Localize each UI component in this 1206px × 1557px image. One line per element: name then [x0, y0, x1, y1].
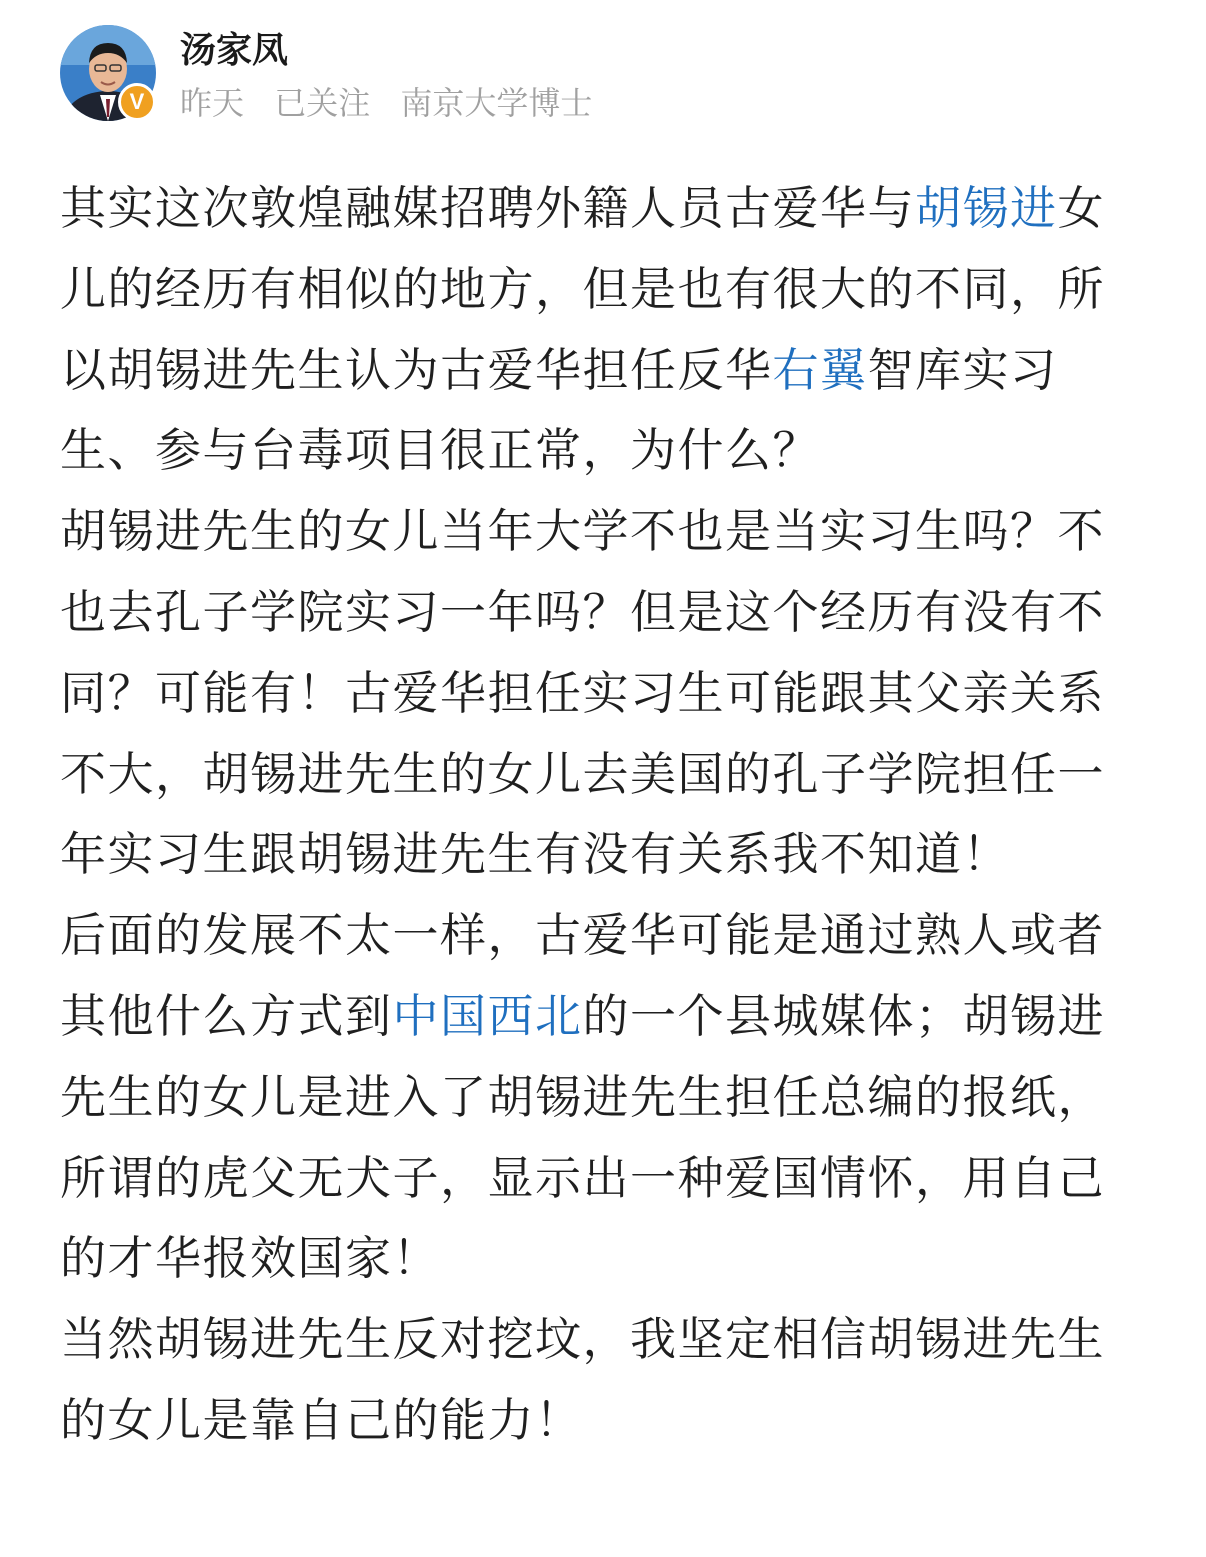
post-meta: [180, 81, 612, 125]
author-name[interactable]: 汤家凤: [180, 30, 289, 71]
topic-link-hu-xijin[interactable]: 胡锡进: [915, 181, 1058, 235]
post-header: [60, 25, 1160, 125]
topic-link-northwest-china[interactable]: 中国西北: [392, 988, 583, 1043]
post-text: 其实这次敦煌融媒招聘外籍人员古爱华与: [60, 181, 915, 235]
post-text: 后面的发展不太一样，古爱华可能是通过熟人或者其他什么方式到: [60, 908, 1105, 1043]
post-text: 的一个县城媒体；胡锡进先生的女儿是进入了胡锡进先生担任总编的报纸，所谓的虎父无犬子，显示出一种爱国情怀，用自己的才华报效国家！: [60, 988, 1105, 1286]
post-text: 女儿的经历有相似的地方，但是也有很大的不同，所以胡锡进先生认为古爱华担任反华: [60, 181, 1105, 397]
post-paragraph-4: 当然胡锡进先生反对挖坟，我坚定相信胡锡进先生的女儿是靠自己的能力！: [60, 1312, 1105, 1447]
author-title: 南京大学博士: [400, 84, 593, 122]
post-paragraph-1: [60, 168, 1150, 491]
follow-status[interactable]: 已关注: [274, 84, 371, 122]
post-body: [60, 168, 1150, 1461]
post-paragraph-2: 胡锡进先生的女儿当年大学不也是当实习生吗？不也去孔子学院实习一年吗？但是这个经历有没有不同？可能有！古爱华担任实习生可能跟其父亲关系不大，胡锡进先生的女儿去美国的孔子学院担任一年实习生跟胡锡进先生有没有关系我不知道！: [60, 504, 1105, 882]
topic-link-right-wing[interactable]: 右翼: [772, 342, 868, 397]
verified-badge-icon: V: [118, 83, 156, 121]
post-text: 智库实习生、参与台毒项目很正常，为什么？: [60, 342, 1058, 478]
post-paragraph-3: [60, 895, 1150, 1299]
post-time: 昨天: [180, 84, 245, 122]
